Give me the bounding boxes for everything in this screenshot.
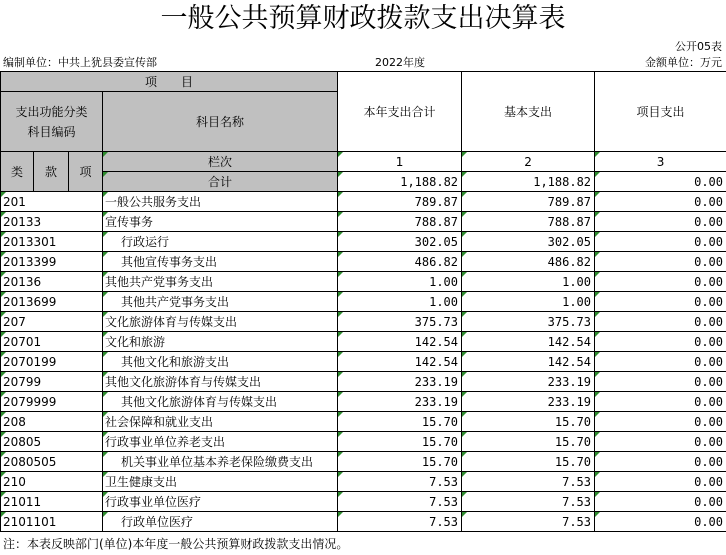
row-project: 0.00	[595, 452, 726, 472]
row-project: 0.00	[595, 352, 726, 372]
row-basic: 15.70	[462, 432, 595, 452]
row-subject-name: 行政单位医疗	[103, 512, 338, 532]
row-code: 2080505	[1, 452, 103, 472]
row-total: 788.87	[338, 212, 462, 232]
table-row	[1, 472, 726, 492]
row-basic: 7.53	[462, 492, 595, 512]
row-basic: 15.70	[462, 452, 595, 472]
fiscal-year: 2022年度	[375, 56, 425, 69]
header-kuan: 款	[34, 152, 69, 192]
row-subject-name: 社会保障和就业支出	[103, 412, 338, 432]
row-total: 1.00	[338, 292, 462, 312]
row-project: 0.00	[595, 212, 726, 232]
row-subject-name: 行政事业单位养老支出	[103, 432, 338, 452]
row-project: 0.00	[595, 312, 726, 332]
table-row	[1, 312, 726, 332]
row-code: 2070199	[1, 352, 103, 372]
row-total: 486.82	[338, 252, 462, 272]
row-project: 0.00	[595, 412, 726, 432]
table-row	[1, 392, 726, 412]
row-basic: 1.00	[462, 272, 595, 292]
row-project: 0.00	[595, 472, 726, 492]
header-lei: 类	[1, 152, 34, 192]
row-project: 0.00	[595, 512, 726, 532]
header-xiang: 项	[69, 152, 103, 192]
row-subject-name: 其他文化和旅游支出	[103, 352, 338, 372]
row-subject-name: 其他文化旅游体育与传媒支出	[103, 372, 338, 392]
row-basic: 788.87	[462, 212, 595, 232]
table-row	[1, 232, 726, 252]
row-total: 233.19	[338, 372, 462, 392]
row-total: 789.87	[338, 192, 462, 212]
row-subject-name: 卫生健康支出	[103, 472, 338, 492]
table-row	[1, 332, 726, 352]
col-number-1: 1	[338, 152, 462, 172]
row-code: 208	[1, 412, 103, 432]
row-subject-name: 行政事业单位医疗	[103, 492, 338, 512]
row-project: 0.00	[595, 292, 726, 312]
table-row	[1, 412, 726, 432]
row-total: 233.19	[338, 392, 462, 412]
row-total: 15.70	[338, 432, 462, 452]
total-label: 合计	[103, 172, 338, 192]
row-code: 2101101	[1, 512, 103, 532]
header-basic: 基本支出	[462, 72, 595, 152]
row-total: 375.73	[338, 312, 462, 332]
row-total: 142.54	[338, 332, 462, 352]
row-total: 7.53	[338, 492, 462, 512]
row-project: 0.00	[595, 232, 726, 252]
row-basic: 486.82	[462, 252, 595, 272]
row-code: 2013301	[1, 232, 103, 252]
table-row	[1, 352, 726, 372]
row-basic: 1.00	[462, 292, 595, 312]
row-subject-name: 其他共产党事务支出	[103, 292, 338, 312]
header-subject: 科目名称	[103, 92, 338, 152]
row-code: 21011	[1, 492, 103, 512]
row-basic: 375.73	[462, 312, 595, 332]
row-subject-name: 文化和旅游	[103, 332, 338, 352]
row-code: 20805	[1, 432, 103, 452]
form-code: 公开05表	[675, 40, 722, 53]
total-project: 0.00	[595, 172, 726, 192]
row-project: 0.00	[595, 272, 726, 292]
row-basic: 233.19	[462, 392, 595, 412]
row-basic: 142.54	[462, 332, 595, 352]
row-code: 20133	[1, 212, 103, 232]
row-project: 0.00	[595, 252, 726, 272]
row-subject-name: 其他文化旅游体育与传媒支出	[103, 392, 338, 412]
row-basic: 233.19	[462, 372, 595, 392]
expenditure-table	[0, 71, 726, 532]
amount-unit: 金额单位：万元	[645, 56, 722, 69]
total-basic: 1,188.82	[462, 172, 595, 192]
row-total: 15.70	[338, 412, 462, 432]
row-basic: 142.54	[462, 352, 595, 372]
table-row	[1, 192, 726, 212]
row-project: 0.00	[595, 432, 726, 452]
table-row	[1, 212, 726, 232]
row-code: 20136	[1, 272, 103, 292]
footnote: 注：本表反映部门(单位)本年度一般公共预算财政拨款支出情况。	[3, 537, 349, 551]
table-row	[1, 272, 726, 292]
row-code: 207	[1, 312, 103, 332]
row-basic: 15.70	[462, 412, 595, 432]
header-lanci: 栏次	[103, 152, 338, 172]
row-project: 0.00	[595, 372, 726, 392]
col-number-3: 3	[595, 152, 726, 172]
row-basic: 789.87	[462, 192, 595, 212]
row-total: 1.00	[338, 272, 462, 292]
header-project: 项目支出	[595, 72, 726, 152]
header-total: 本年支出合计	[338, 72, 462, 152]
row-project: 0.00	[595, 332, 726, 352]
row-code: 210	[1, 472, 103, 492]
col-number-2: 2	[462, 152, 595, 172]
page-title: 一般公共预算财政拨款支出决算表	[160, 3, 566, 34]
row-code: 2079999	[1, 392, 103, 412]
table-row	[1, 492, 726, 512]
total-amount: 1,188.82	[338, 172, 462, 192]
row-code: 2013399	[1, 252, 103, 272]
table-row	[1, 292, 726, 312]
row-code: 20799	[1, 372, 103, 392]
row-project: 0.00	[595, 492, 726, 512]
row-total: 7.53	[338, 472, 462, 492]
header-item: 项 目	[1, 72, 338, 92]
table-row	[1, 512, 726, 532]
row-code: 2013699	[1, 292, 103, 312]
row-subject-name: 一般公共服务支出	[103, 192, 338, 212]
table-row	[1, 372, 726, 392]
table-row	[1, 432, 726, 452]
table-row	[1, 252, 726, 272]
row-basic: 7.53	[462, 472, 595, 492]
row-total: 142.54	[338, 352, 462, 372]
row-subject-name: 行政运行	[103, 232, 338, 252]
row-subject-name: 其他宣传事务支出	[103, 252, 338, 272]
row-code: 20701	[1, 332, 103, 352]
row-basic: 302.05	[462, 232, 595, 252]
row-code: 201	[1, 192, 103, 212]
row-total: 15.70	[338, 452, 462, 472]
row-subject-name: 宣传事务	[103, 212, 338, 232]
row-project: 0.00	[595, 192, 726, 212]
compiling-unit: 编制单位：中共上犹县委宣传部	[3, 56, 157, 69]
row-basic: 7.53	[462, 512, 595, 532]
row-project: 0.00	[595, 392, 726, 412]
row-subject-name: 机关事业单位基本养老保险缴费支出	[103, 452, 338, 472]
row-total: 7.53	[338, 512, 462, 532]
header-func-code: 支出功能分类 科目编码	[1, 92, 103, 152]
table-row	[1, 452, 726, 472]
row-subject-name: 文化旅游体育与传媒支出	[103, 312, 338, 332]
row-total: 302.05	[338, 232, 462, 252]
row-subject-name: 其他共产党事务支出	[103, 272, 338, 292]
